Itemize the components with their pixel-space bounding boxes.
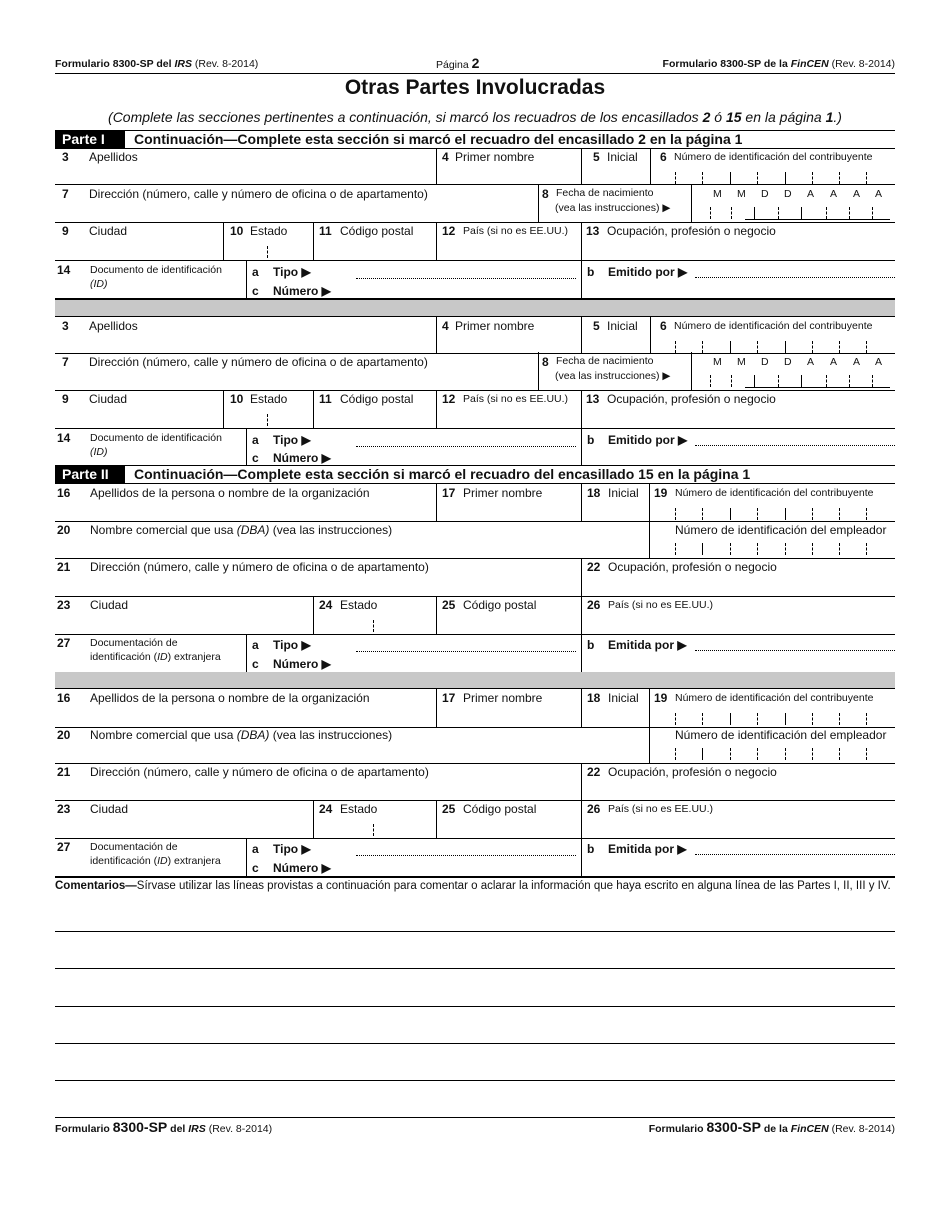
p1b-primer-nombre-field[interactable]: Primer nombre <box>455 319 535 333</box>
dob-separator <box>731 207 732 219</box>
dob-separator <box>778 375 779 387</box>
p1b-codigo-field[interactable]: Código postal <box>340 392 414 406</box>
separator-band-2 <box>55 672 895 688</box>
p2a-ciudad-field[interactable]: Ciudad <box>90 598 129 612</box>
dob-letter: D <box>784 356 792 368</box>
page-indicator: Página 2 <box>436 55 480 71</box>
part1-label: Parte I <box>55 131 125 148</box>
page-subtitle: (Complete las secciones pertinentes a continuación, si marcó los recuadros de los encasillados 2 ó 15 en la página 1.) <box>108 109 842 125</box>
dob-separator <box>754 375 755 387</box>
comment-line[interactable] <box>55 1080 895 1081</box>
dob-letter: D <box>761 356 769 368</box>
p2a-row-address: 21 Dirección (número, calle y número de oficina o de apartamento) 22 Ocupación, profesión o negocio <box>55 558 895 597</box>
p2b-org-field[interactable]: Apellidos de la persona o nombre de la organización <box>90 691 370 705</box>
p1b-pais-field[interactable]: País (si no es EE.UU.) <box>463 393 569 405</box>
p1a-row-city: 9 Ciudad 10 Estado 11 Código postal 12 País (si no es EE.UU.) 13 Ocupación, profesión o negocio <box>55 222 895 261</box>
p2b-estado-field[interactable]: Estado <box>340 802 378 816</box>
p1a-tin-field[interactable]: Número de identificación del contribuyente <box>674 151 873 163</box>
separator-band <box>55 300 895 316</box>
p2b-dba-field[interactable]: Nombre comercial que usa (DBA) (vea las instrucciones) <box>90 728 393 742</box>
comment-line[interactable] <box>55 1006 895 1007</box>
comments-instructions: Comentarios—Sírvase utilizar las líneas provistas a continuación para comentar o aclarar la información que haya escrito en alguna línea de las Partes I, II, III y IV. <box>55 880 891 892</box>
p2b-row-id: 27 Documentación de identificación (ID) extranjera a Tipo ▶ c Número ▶ b Emitida por ▶ <box>55 838 895 878</box>
p1a-row-names: 3 Apellidos 4 Primer nombre 5 Inicial 6 Número de identificación del contribuyente <box>55 148 895 185</box>
p1a-ocupacion-field[interactable]: Ocupación, profesión o negocio <box>607 224 776 238</box>
comment-line[interactable] <box>55 968 895 969</box>
p2a-tin-field[interactable]: Número de identificación del contribuyente <box>675 487 874 499</box>
p2b-ocupacion-field[interactable]: Ocupación, profesión o negocio <box>608 765 777 779</box>
footer-rule <box>55 1117 895 1118</box>
p2a-tipo-input[interactable] <box>356 651 576 652</box>
p2b-tin-field[interactable]: Número de identificación del contribuyente <box>675 692 874 704</box>
dob-letter: A <box>875 356 883 368</box>
p2b-inicial-field[interactable]: Inicial <box>608 691 639 705</box>
p2b-row-dba: 20 Nombre comercial que usa (DBA) (vea las instrucciones) Número de identificación del empleador <box>55 726 895 764</box>
p1b-row-id: 14 Documento de identificación (ID) a Tipo ▶ c Número ▶ b Emitido por ▶ <box>55 428 895 465</box>
p2b-primer-nombre-field[interactable]: Primer nombre <box>463 691 543 705</box>
dob-separator <box>731 375 732 387</box>
p1a-direccion-field[interactable]: Dirección (número, calle y número de oficina o de apartamento) <box>89 187 428 201</box>
p1a-ciudad-field[interactable]: Ciudad <box>89 224 128 238</box>
p1b-ocupacion-field[interactable]: Ocupación, profesión o negocio <box>607 392 776 406</box>
dob-letter: A <box>853 356 861 368</box>
dob-separator <box>826 207 827 219</box>
part2-label: Parte II <box>55 466 125 483</box>
dob-letter: M <box>737 188 746 200</box>
p1b-emitido-input[interactable] <box>695 445 895 446</box>
dob-separator <box>801 375 802 387</box>
dob-letter: M <box>713 356 722 368</box>
p2b-row-city: 23 Ciudad 24 Estado 25 Código postal 26 País (si no es EE.UU.) <box>55 800 895 839</box>
dob-letter: D <box>784 188 792 200</box>
dob-letter: A <box>830 356 838 368</box>
p2a-ein-field[interactable]: Número de identificación del empleador <box>675 523 887 537</box>
dob-separator <box>872 375 873 387</box>
p2b-direccion-field[interactable]: Dirección (número, calle y número de oficina o de apartamento) <box>90 765 429 779</box>
header-left: Formulario 8300-SP del IRS (Rev. 8-2014) <box>55 58 259 70</box>
dob-separator <box>801 207 802 219</box>
p2b-ein-field[interactable]: Número de identificación del empleador <box>675 728 887 742</box>
dob-underline <box>745 387 890 388</box>
p2b-tipo-input[interactable] <box>356 855 576 856</box>
dob-separator <box>778 207 779 219</box>
p2a-ocupacion-field[interactable]: Ocupación, profesión o negocio <box>608 560 777 574</box>
header-rule <box>55 73 895 74</box>
p2a-org-field[interactable]: Apellidos de la persona o nombre de la organización <box>90 486 370 500</box>
dob-separator <box>826 375 827 387</box>
p1b-row-city: 9 Ciudad 10 Estado 11 Código postal 12 País (si no es EE.UU.) 13 Ocupación, profesión o negocio <box>55 390 895 429</box>
p2a-inicial-field[interactable]: Inicial <box>608 486 639 500</box>
footer-right: Formulario 8300-SP de la FinCEN (Rev. 8-2014) <box>648 1119 895 1135</box>
p1a-tipo-input[interactable] <box>356 278 576 279</box>
part2-title: Continuación—Complete esta sección si marcó el recuadro del encasillado 15 en la página 1 <box>134 466 751 482</box>
part1-header <box>55 130 895 149</box>
p2b-codigo-field[interactable]: Código postal <box>463 802 537 816</box>
p1b-estado-field[interactable]: Estado <box>250 392 288 406</box>
p2b-pais-field[interactable]: País (si no es EE.UU.) <box>608 803 714 815</box>
p2a-dba-field[interactable]: Nombre comercial que usa (DBA) (vea las instrucciones) <box>90 523 393 537</box>
p1a-pais-field[interactable]: País (si no es EE.UU.) <box>463 225 569 237</box>
comment-line[interactable] <box>55 1043 895 1044</box>
p2b-emitida-input[interactable] <box>695 854 895 855</box>
dob-separator <box>754 207 755 219</box>
p1a-dob-field[interactable] <box>695 187 895 221</box>
p1a-emitido-input[interactable] <box>695 277 895 278</box>
p1a-apellidos-field[interactable]: Apellidos <box>89 150 138 164</box>
dob-letter: A <box>807 356 815 368</box>
p2a-row-id: 27 Documentación de identificación (ID) extranjera a Tipo ▶ c Número ▶ b Emitida por ▶ <box>55 634 895 672</box>
p1a-primer-nombre-field[interactable]: Primer nombre <box>455 150 535 164</box>
dob-letter: A <box>807 188 815 200</box>
dob-letter: D <box>761 188 769 200</box>
p1b-row-address: 7 Dirección (número, calle y número de oficina o de apartamento) 8 Fecha de nacimiento (vea las instrucciones) ▶ M M D D A A A A <box>55 352 895 391</box>
p1b-tin-field[interactable]: Número de identificación del contribuyente <box>674 320 873 332</box>
part2-header <box>55 465 895 484</box>
p2b-row-address: 21 Dirección (número, calle y número de oficina o de apartamento) 22 Ocupación, profesión o negocio <box>55 763 895 801</box>
p1b-dob-field[interactable] <box>695 355 895 389</box>
header-right: Formulario 8300-SP de la FinCEN (Rev. 8-2014) <box>662 58 895 70</box>
p2a-pais-field[interactable]: País (si no es EE.UU.) <box>608 599 714 611</box>
p1b-row-names: 3 Apellidos 4 Primer nombre 5 Inicial 6 Número de identificación del contribuyente <box>55 316 895 354</box>
dob-separator <box>710 207 711 219</box>
p1a-row-address: 7 Dirección (número, calle y número de oficina o de apartamento) 8 Fecha de nacimiento (vea las instrucciones) ▶ M M D D A A A A <box>55 184 895 223</box>
dob-separator <box>849 375 850 387</box>
p1b-direccion-field[interactable]: Dirección (número, calle y número de oficina o de apartamento) <box>89 355 428 369</box>
p1b-ciudad-field[interactable]: Ciudad <box>89 392 128 406</box>
p2a-row-dba: 20 Nombre comercial que usa (DBA) (vea las instrucciones) Número de identificación del empleador <box>55 521 895 559</box>
comment-line[interactable] <box>55 931 895 932</box>
p2a-primer-nombre-field[interactable]: Primer nombre <box>463 486 543 500</box>
p2a-direccion-field[interactable]: Dirección (número, calle y número de oficina o de apartamento) <box>90 560 429 574</box>
p2b-ciudad-field[interactable]: Ciudad <box>90 802 129 816</box>
p1a-codigo-field[interactable]: Código postal <box>340 224 414 238</box>
p2a-row-names: 16 Apellidos de la persona o nombre de la organización 17 Primer nombre 18 Inicial 19 Número de identificación del contribuyente <box>55 484 895 522</box>
p1b-inicial-field[interactable]: Inicial <box>607 319 638 333</box>
dob-separator <box>849 207 850 219</box>
footer-left: Formulario 8300-SP del IRS (Rev. 8-2014) <box>55 1119 273 1135</box>
p1a-estado-field[interactable]: Estado <box>250 224 288 238</box>
dob-letter: A <box>853 188 861 200</box>
dob-letter: M <box>737 356 746 368</box>
dob-separator <box>872 207 873 219</box>
p1b-apellidos-field[interactable]: Apellidos <box>89 319 138 333</box>
dob-letter: A <box>875 188 883 200</box>
p2a-emitida-input[interactable] <box>695 650 895 651</box>
p1a-row-id: 14 Documento de identificación (ID) a Tipo ▶ c Número ▶ b Emitido por ▶ <box>55 260 895 300</box>
p2b-row-names: 16 Apellidos de la persona o nombre de la organización 17 Primer nombre 18 Inicial 19 Número de identificación del contribuyente <box>55 688 895 728</box>
p2a-estado-field[interactable]: Estado <box>340 598 378 612</box>
dob-letter: A <box>830 188 838 200</box>
p1b-tipo-input[interactable] <box>356 446 576 447</box>
p2a-row-city: 23 Ciudad 24 Estado 25 Código postal 26 País (si no es EE.UU.) <box>55 596 895 635</box>
p1a-inicial-field[interactable]: Inicial <box>607 150 638 164</box>
page-title: Otras Partes Involucradas <box>344 76 606 99</box>
dob-separator <box>710 375 711 387</box>
p2a-codigo-field[interactable]: Código postal <box>463 598 537 612</box>
dob-letter: M <box>713 188 722 200</box>
dob-underline <box>745 219 890 220</box>
part1-title: Continuación—Complete esta sección si marcó el recuadro del encasillado 2 en la página 1 <box>134 131 743 147</box>
